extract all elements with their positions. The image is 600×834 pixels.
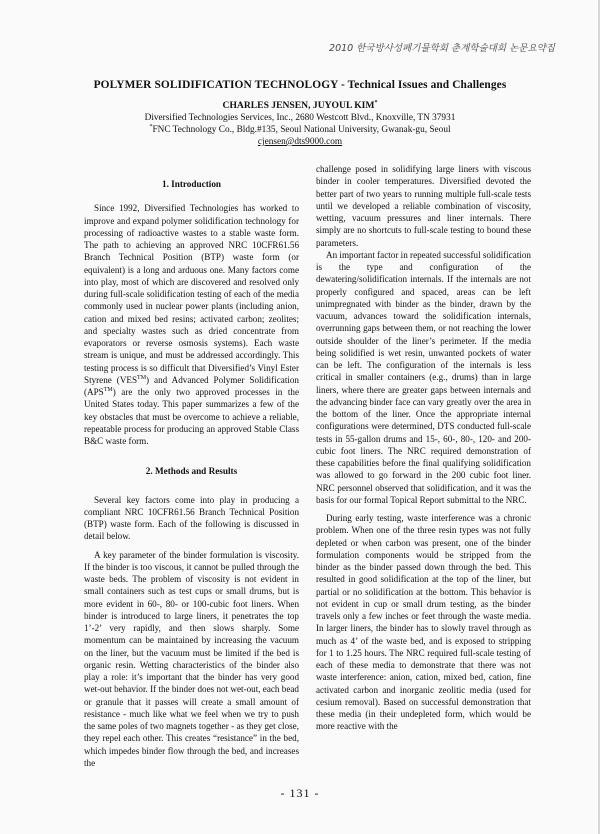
- intro-text-part-3: ) are the only two approved processes in the United States today. This paper summarizes a few of the key obstacles that must be overcome to achieve a reliable, repeatable process for producing an approved Stable Class B&C waste form.: [84, 387, 299, 446]
- author-names: CHARLES JENSEN, JUYOUL KIM: [222, 100, 375, 111]
- affiliation-2: FNC Technology Co., Bldg.#135, Seoul National University, Gwanak-gu, Seoul: [152, 125, 451, 135]
- author-marker: *: [374, 99, 378, 106]
- author-email-line: [0, 137, 600, 147]
- methods-paragraph-1: Several key factors come into play in producing a compliant NRC 10CFR61.56 Branch Technical Position (BTP) waste form. Each of the following is discussed in detail below.: [84, 494, 299, 542]
- section-heading-introduction: 1. Introduction: [161, 179, 222, 189]
- page-number: - 131 -: [280, 786, 320, 800]
- left-column: [84, 160, 299, 769]
- right-column: [316, 163, 531, 733]
- right-paragraph-3: During early testing, waste interference was a chronic problem. When one of the three resin types was not fully depleted or when carbon was present, one of the binder formulation components would be stripped from the binder as the binder passed down through the bed. This resulted in good solidification at the top of the liner, but partial or no solidification at the bottom. This behavior is not evident in cup or small drum testing, as the binder travels only a few inches or feet through the waste media. In larger liners, the binder has to slowly travel through as much as 4’ of the waste bed, and is exposed to stripping for 1 to 1.25 hours. The NRC required full-scale testing of each of these media to demonstrate that there was not waste interference: anion, cation, mixed bed, cation, fine activated carbon and inorganic zeolitic media (used for cesium removal). Based on successful demonstration that these media (in their undepleted form, which would be more reactive with the: [316, 513, 531, 732]
- author-line: [0, 100, 600, 111]
- section-heading-methods: 2. Methods and Results: [145, 466, 238, 477]
- running-header: 2010 한국방사성폐기물학회 춘계학술대회 논문요약집: [329, 43, 555, 54]
- intro-text-part-1: Since 1992, Diversified Technologies has worked to improve and expand polymer solidification technology for processing of radioactive wastes to a stable waste form. The path to achieving an approved NRC 10CFR61.56 Branch Technical Position (BTP) waste form (or equivalent) is a long and arduous one. Many factors come into play, most of which are discovered and resolved only during full-scale solidification testing of each of the media commonly used in nuclear power plants (including anion, cation and mixed bed resins; activated carbon; zeolites; and specialty wastes such as dried concentrate from evaporators or reverse osmosis systems). Each waste stream is unique, and must be addressed accordingly. This testing process is so difficult that Diversified’s Vinyl Ester Styrene (VES: [84, 203, 299, 385]
- affiliation-2-line: [0, 125, 600, 135]
- paper-title: POLYMER SOLIDIFICATION TECHNOLOGY - Technical Issues and Challenges: [93, 79, 507, 91]
- trademark-mark-ves: TM: [137, 374, 147, 381]
- trademark-mark-aps: TM: [103, 386, 113, 393]
- author-email[interactable]: cjensen@dts9000.com: [257, 137, 343, 147]
- right-paragraph-2: An important factor in repeated successful solidification is the type and configuration of the dewatering/solidification internals. If the internals are not properly configured and spaced, areas can be left unimpregnated with binder as the binder, drawn by the vacuum, advances toward the solidification internals, overrunning gaps between them, or not reaching the lower outside shoulder of the liner’s perimeter. If the media being solidified is wet resin, unwanted pockets of water can be left. The configuration of the internals is less critical in smaller containers (e.g., drums) than in large liners, where there are greater gaps between internals and the advancing binder face can vary greatly over the area in the bottom of the liner. Once the appropriate internal configurations were determined, DTS conducted full-scale tests in 55-gallon drums and 15-, 60-, 80-, 120- and 200-cubic foot liners. The NRC required demonstration of these capabilities before the final qualifying solidification was allowed to go forward in the 200 cubic foot liner. NRC personnel observed that solidification, and it was the basis for our formal Topical Report submittal to the NRC.: [316, 249, 531, 505]
- affiliation-1: Diversified Technologies Services, Inc., 2680 Westcott Blvd., Knoxville, TN 37931: [144, 113, 456, 123]
- introduction-paragraph: [84, 202, 299, 447]
- affiliation-2-marker: *: [149, 123, 153, 130]
- right-paragraph-1: challenge posed in solidifying large liners with viscous binder in cooler temperatures. Diversified devoted the better part of two years to running multiple full-scale tests until we developed a reliable combination of viscosity, wetting, vacuum pressures and liner internals. There simply are no shortcuts to full-scale testing to bound these parameters.: [316, 164, 531, 248]
- methods-paragraph-2: A key parameter of the binder formulation is viscosity. If the binder is too viscous, it cannot be pulled through the waste beds. The problem of viscosity is not evident in small containers such as test cups or small drums, but is more evident in 60-, 80- or 100-cubic foot liners. When binder is introduced to large liners, it penetrates the top 1’-2’ very rapidly, and then slows sharply. Some momentum can be maintained by increasing the vacuum on the liner, but the vacuum must be limited if the bed is organic resin. Wetting characteristics of the binder also play a role: it’s important that the binder has very good wet-out behavior. If the binder does not wet-out, each bead or granule that it passes will create a small amount of resistance - much like what we feel when we try to push the same poles of two magnets together - as they get close, they repel each other. This creates “resistance” in the bed, which impedes binder flow through the bed, and increases the: [84, 549, 299, 768]
- intro-text-part-2: ) and Advanced Polymer Solidification (APS: [84, 374, 299, 397]
